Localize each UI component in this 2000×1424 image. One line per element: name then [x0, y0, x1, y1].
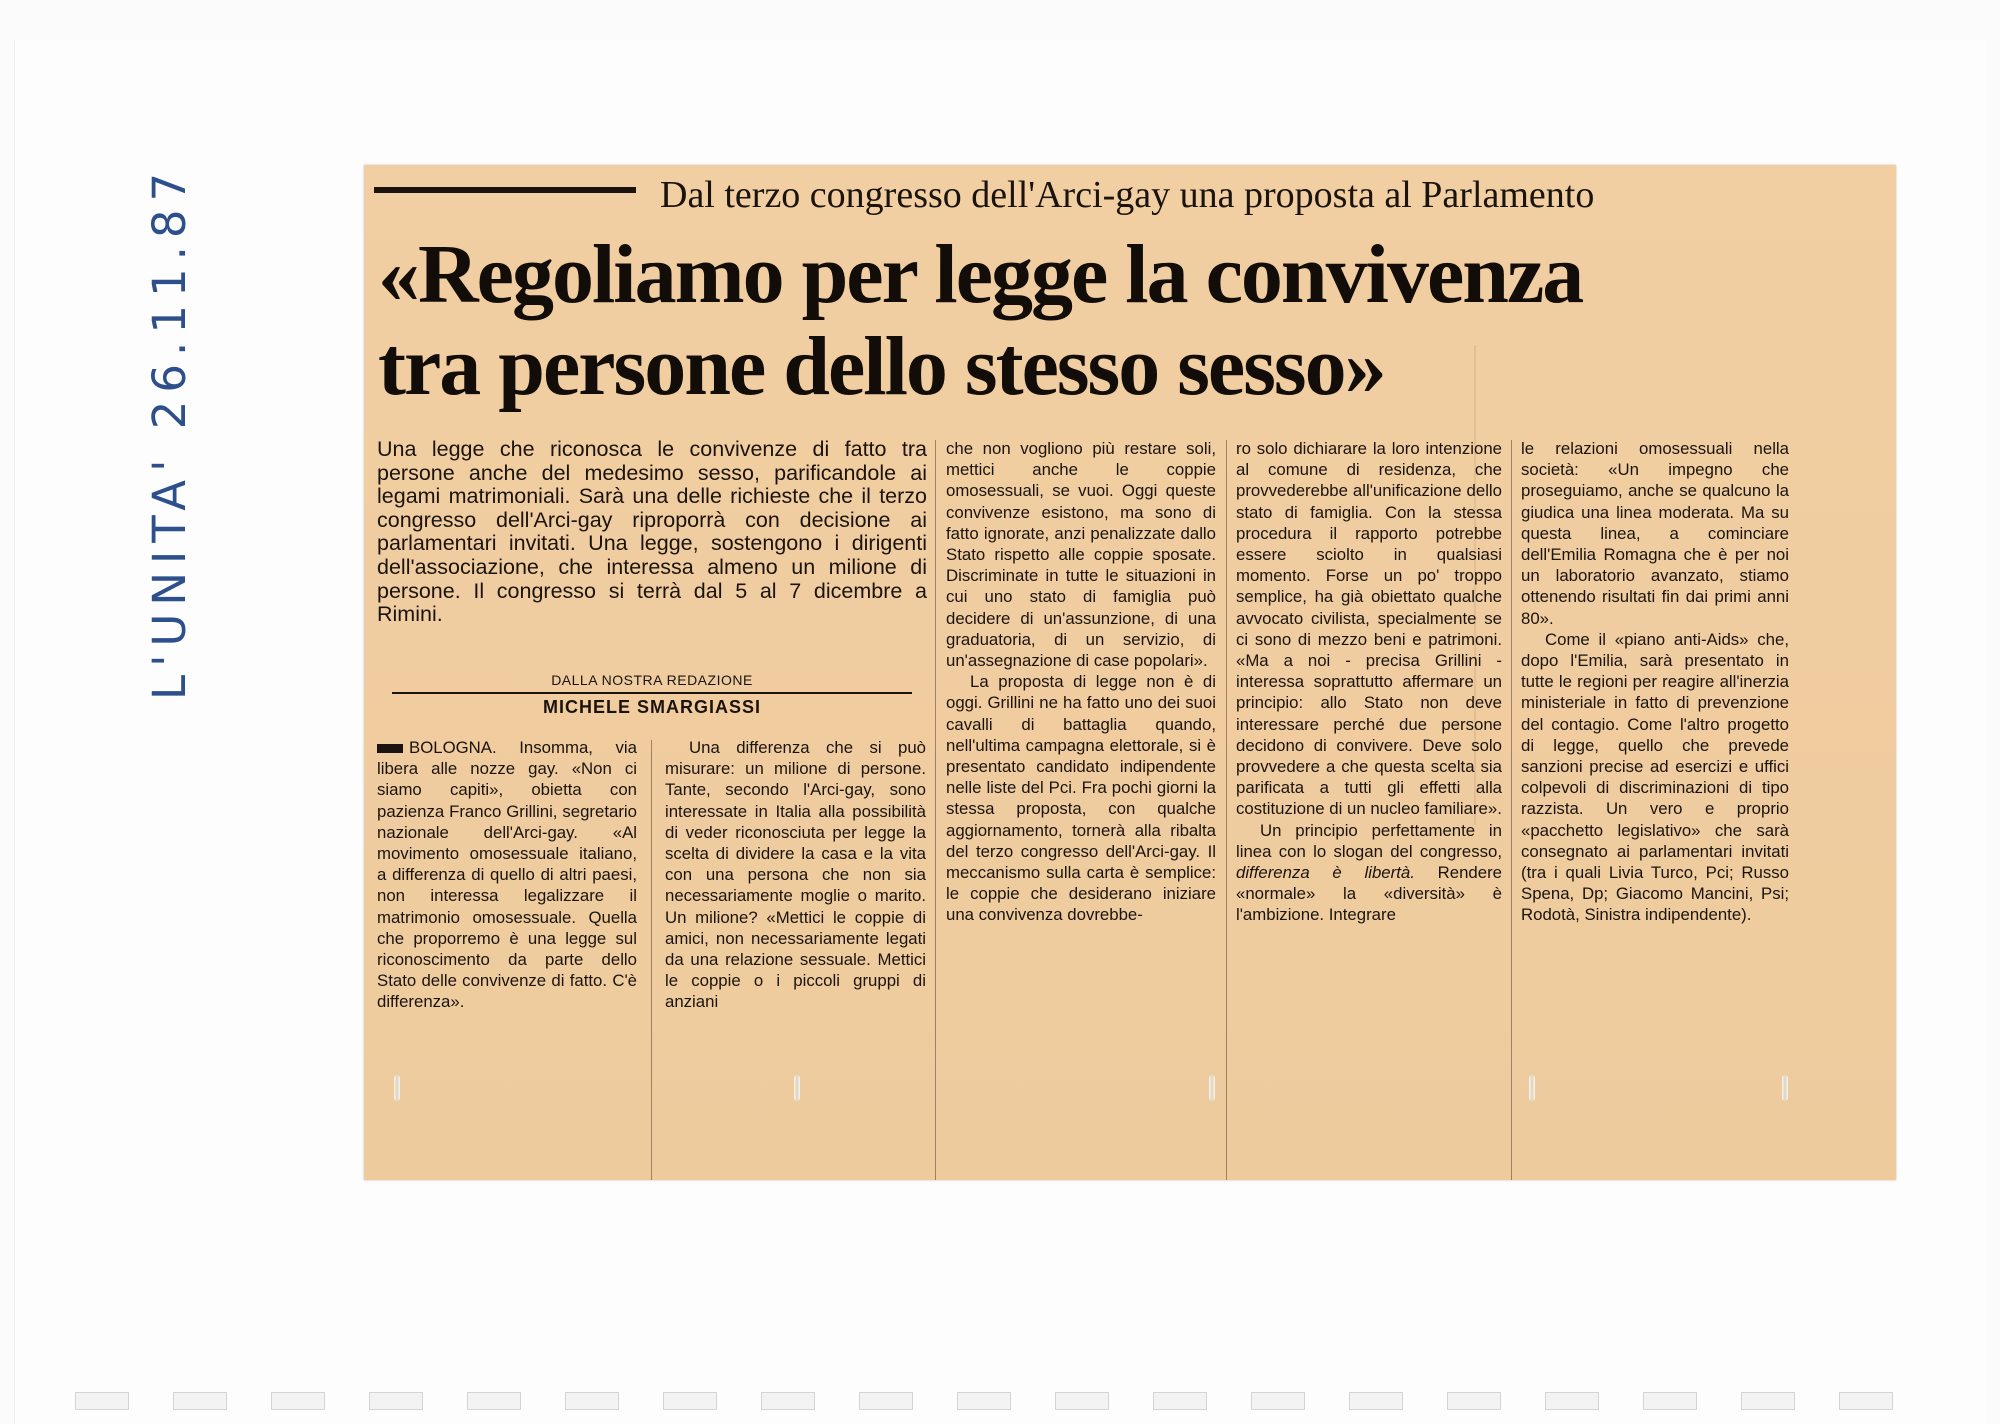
slogan-italic: differenza è libertà. [1236, 863, 1415, 883]
binder-tab [75, 1392, 129, 1410]
binder-tab [859, 1392, 913, 1410]
column-5-paragraph-1: le relazioni omosessuali nella società: «Un impegno che proseguiamo, anche se qualcuno la giudica una linea moderata. Ma su questa linea, a cominciare dell'Emilia Romagna che è per noi un laboratorio avanzato, stiamo ottenendo risultati fin dai primi anni 80». [1521, 439, 1789, 628]
headline [378, 229, 1582, 413]
column-3-paragraph-1: che non vogliono più restare soli, mettici anche le coppie omosessuali, se vuoi. Oggi queste convivenze esistono, ma sono di fatto ignorate, anzi penalizzate dallo Stato rispetto alle coppie sposate. Discriminate in tutte le situazioni in cui uno stato di famiglia può decidere di un'assunzione, di una graduatoria, di un servizio, di un'assegnazione di case popolari». [946, 439, 1216, 671]
author-name: MICHELE SMARGIASSI [542, 697, 761, 717]
handwritten-date-note: L'UNITA' 26.11.87 [143, 164, 196, 700]
article-column-3 [946, 438, 1216, 926]
binder-tab [467, 1392, 521, 1410]
binder-tab [1545, 1392, 1599, 1410]
kicker-subtitle: Dal terzo congresso dell'Arci-gay una proposta al Parlamento [660, 174, 1595, 216]
binder-tab [1349, 1392, 1403, 1410]
binder-tab [173, 1392, 227, 1410]
binder-tab [1251, 1392, 1305, 1410]
kicker-rule [374, 187, 636, 193]
binder-tab [663, 1392, 717, 1410]
staple-mark [1209, 1075, 1215, 1101]
newspaper-clipping [364, 165, 1896, 1180]
lead-paragraph: Una legge che riconosca le convivenze di fatto tra persone anche del medesimo sesso, parificandole ai legami matrimoniali. Sarà una delle richieste che il terzo congresso dell'Arci-gay riproporrà con decisione ai parlamentari invitati. Una legge, sostengono i dirigenti dell'associazione, che interessa almeno un milione di persone. Il congresso si terrà dal 5 al 7 dicembre a Rimini. [377, 437, 927, 627]
column-divider [651, 740, 652, 1180]
article-column-2 [665, 737, 926, 1013]
article-column-4 [1236, 438, 1502, 926]
column-4-text-a: Un principio perfettamente in linea con lo slogan del congresso, [1236, 820, 1502, 861]
column-divider [935, 440, 936, 1180]
binder-tabs [60, 1392, 1960, 1412]
staple-mark [794, 1075, 800, 1101]
binder-tab [1447, 1392, 1501, 1410]
binder-tab [1153, 1392, 1207, 1410]
staple-mark [394, 1075, 400, 1101]
column-4-text-b: Rendere «normale» la «diversità» è l'ambizione. Integrare [1236, 863, 1502, 925]
column-1-text: BOLOGNA. Insomma, via libera alle nozze gay. «Non ci siamo capiti», obietta con pazienza Franco Grillini, segretario nazionale dell'Arci-gay. «Al movimento omosessuale italiano, a differenza di quello di altri paesi, non interessa legalizzare il matrimonio omosessuale. Quella che proporremo è una legge sul riconoscimento da parte dello Stato delle convivenze di fatto. C'è differenza». [377, 738, 637, 1012]
binder-tab [761, 1392, 815, 1410]
column-divider [1226, 440, 1227, 1180]
column-4-paragraph-1: ro solo dichiarare la loro intenzione al comune di residenza, che provvederebbe all'unificazione dello stato di famiglia. Con la stessa procedura il rapporto potrebbe essere sciolto in qualsiasi momento. Forse un po' troppo semplice, ha già obiettato qualche avvocato civilista, specialmente se ci sono di mezzo beni e patrimoni. «Ma a noi - precisa Grillini - interessa soprattutto affermare un principio: allo Stato non deve interessare perché due persone decidono di convivere. Deve solo provvedere a che questa scelta sia parificata a tutti gli effetti alla costituzione di un nucleo familiare». [1236, 439, 1502, 819]
binder-tab [1839, 1392, 1893, 1410]
binder-tab [957, 1392, 1011, 1410]
binder-tab [1055, 1392, 1109, 1410]
headline-line-1: «Regoliamo per legge la convivenza [378, 228, 1583, 321]
binder-tab [1643, 1392, 1697, 1410]
article-column-1 [377, 737, 637, 1013]
headline-line-2: tra persone dello stesso sesso» [378, 320, 1385, 413]
binder-tab [1741, 1392, 1795, 1410]
column-divider [1511, 440, 1512, 1180]
column-3-paragraph-2: La proposta di legge non è di oggi. Grillini ne ha fatto uno dei suoi cavalli di battaglia quando, nell'ultima campagna elettorale, si è presentato candidato indipendente nelle liste del Pci. Fra pochi giorni la stessa proposta, con qualche aggiornamento, tornerà alla ribalta del terzo congresso dell'Arci-gay. Il meccanismo sulla carta è semplice: le coppie che desiderano iniziare una convivenza dovrebbe- [946, 672, 1216, 925]
article-column-5 [1521, 438, 1789, 926]
column-5-paragraph-2: Come il «piano anti-Aids» che, dopo l'Emilia, sarà presentato in tutte le regioni per reagire all'inerzia ministeriale in fatto di prevenzione del contagio. Come l'altro progetto di legge, quello che prevede sanzioni precise ad esercizi e uffici colpevoli di discriminazioni di tipo razzista. Un vero e proprio «pacchetto legislativo» che sarà consegnato ai parlamentari invitati (tra i quali Livia Turco, Pci; Russo Spena, Dp; Giacomo Mancini, Psi; Rodotà, Sinistra indipendente). [1521, 629, 1789, 925]
byline [392, 672, 912, 718]
staple-mark [1782, 1075, 1788, 1101]
staple-mark [1529, 1075, 1535, 1101]
section-marker [377, 744, 403, 753]
column-2-paragraph: Una differenza che si può misurare: un milione di persone. Tante, secondo l'Arci-gay, sono interessate in Italia alla possibilità di veder riconosciuta per legge la scelta di dividere la casa e la vita con una persona che non sia necessariamente moglie o marito. Un milione? «Mettici le coppie di amici, non necessariamente legati da una relazione sessuale. Mettici le coppie o i piccoli gruppi di anziani [665, 738, 926, 1012]
binder-tab [271, 1392, 325, 1410]
column-4-paragraph-2 [1236, 820, 1502, 926]
column-1-paragraph [377, 737, 637, 1013]
byline-rule [392, 692, 912, 694]
binder-tab [565, 1392, 619, 1410]
binder-tab [369, 1392, 423, 1410]
dateline: DALLA NOSTRA REDAZIONE [551, 672, 753, 688]
